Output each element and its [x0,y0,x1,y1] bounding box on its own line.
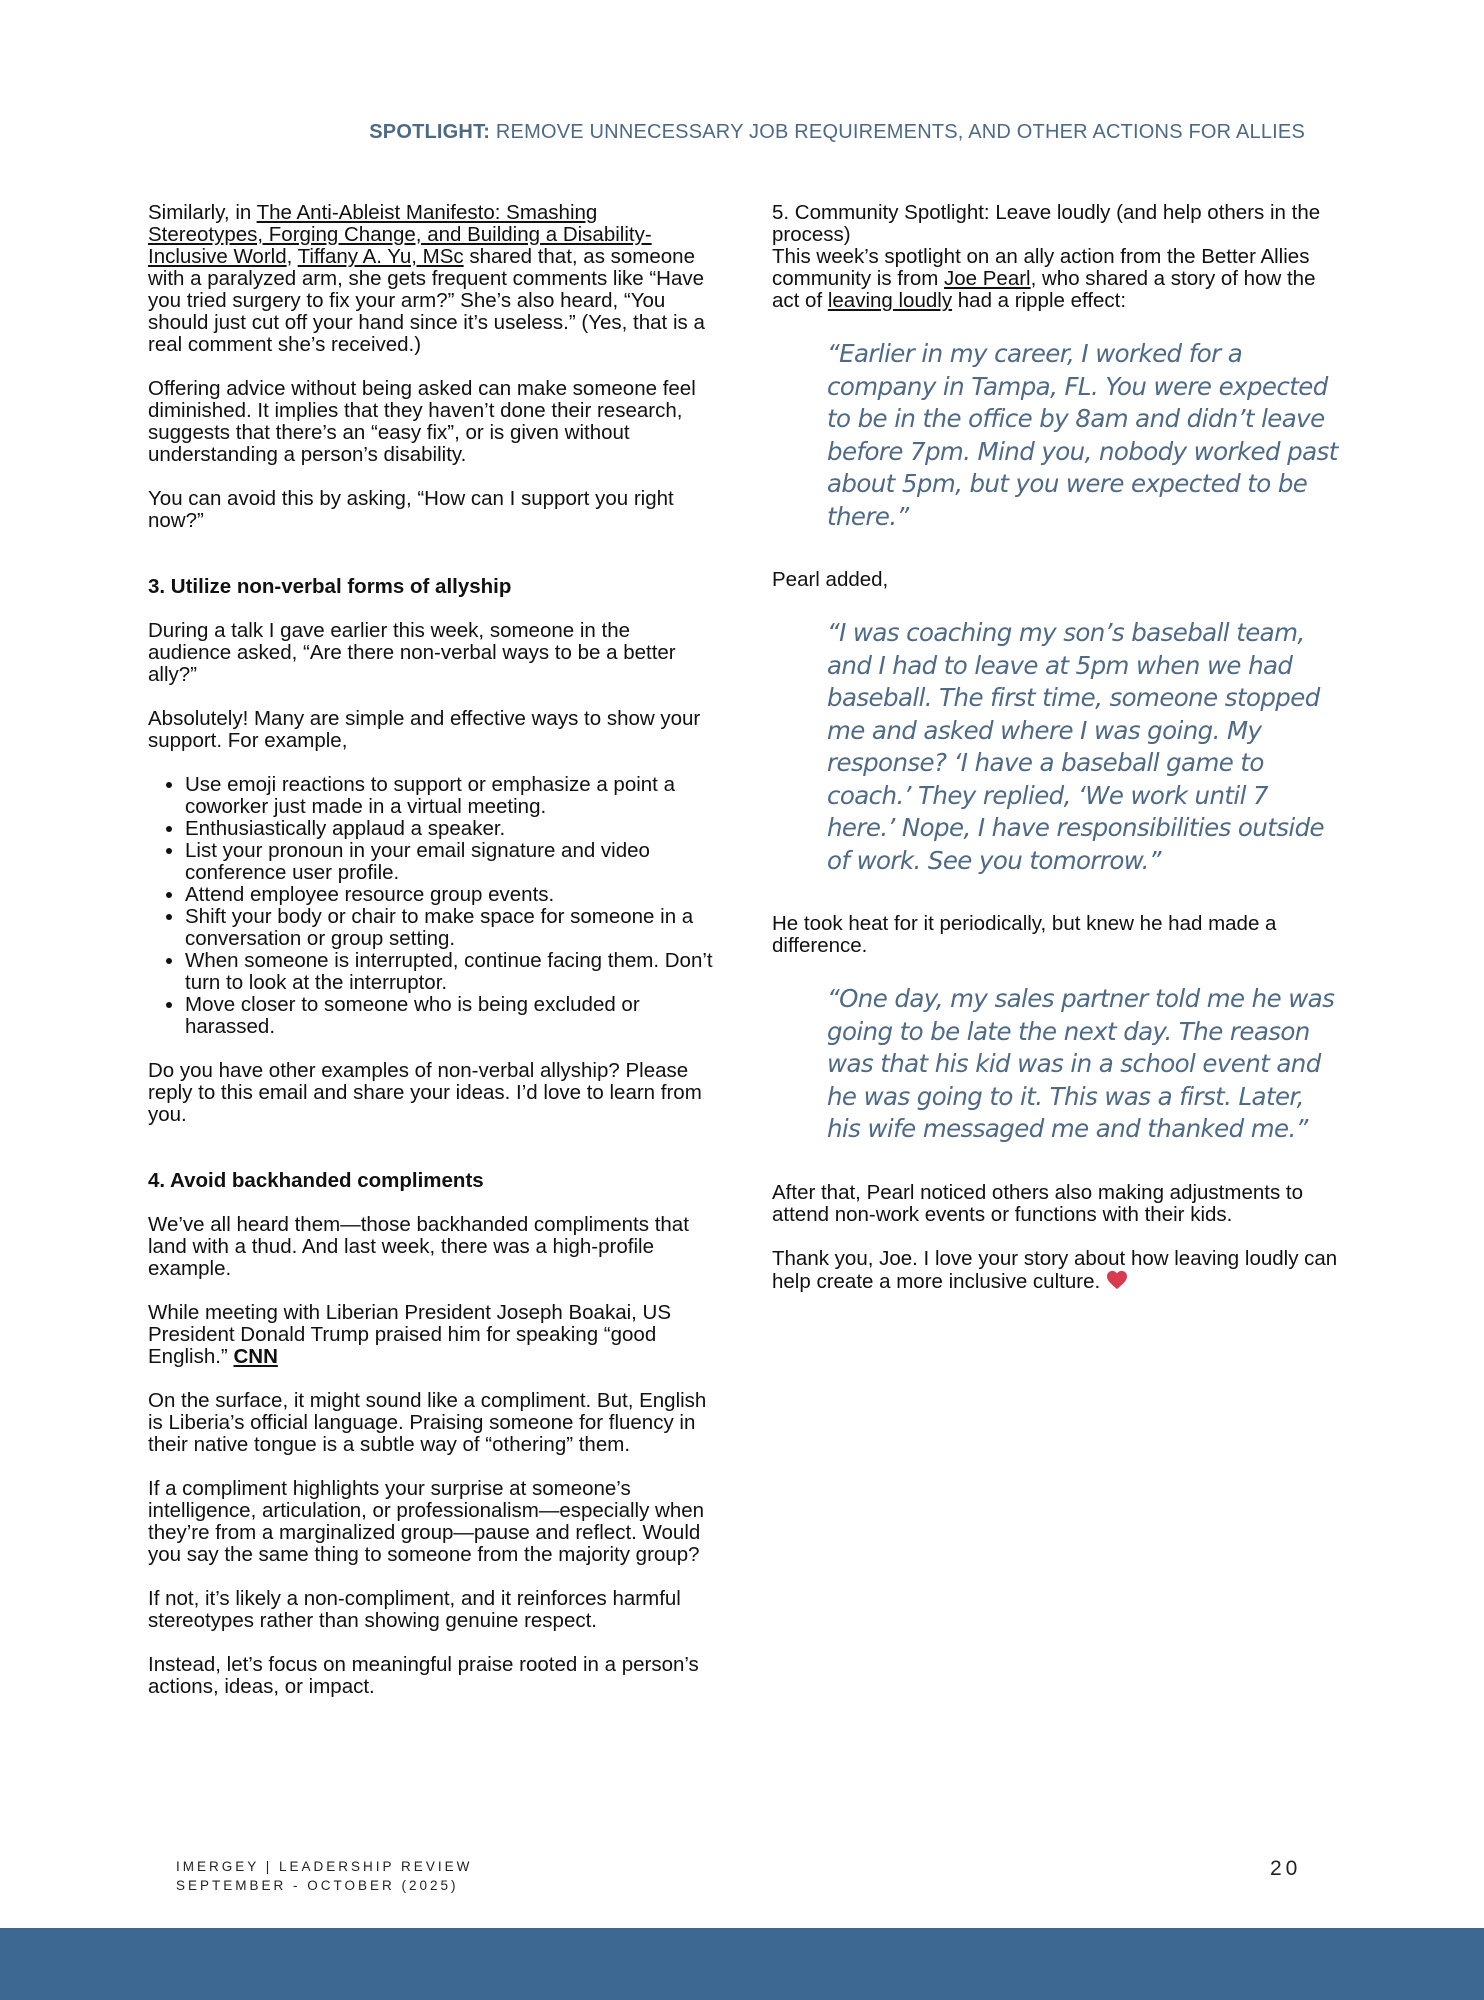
paragraph [772,246,1340,312]
cnn-link[interactable]: CNN [233,1345,278,1368]
footer-bar [0,1928,1484,2000]
book-link[interactable]: The Anti-Ableist Manifesto: Smashing Stereotypes, Forging Change, and Building a Disability-Inclusive World [148,201,652,268]
paragraph: You can avoid this by asking, “How can I support you right now?” [148,487,674,532]
paragraph [148,202,718,356]
header-title: REMOVE UNNECESSARY JOB REQUIREMENTS, AND OTHER ACTIONS FOR ALLIES [490,121,1305,143]
footer-line-1: IMERGEY | LEADERSHIP REVIEW [176,1859,473,1874]
paragraph: Pearl added, [772,568,889,591]
blockquote: “One day, my sales partner told me he was going to be late the next day. The reason was that his kid was in a school event and he was going to it. This was a first. Later, his wife messaged me and thanked me.” [827,984,1335,1143]
paragraph [148,1302,718,1368]
paragraph: On the surface, it might sound like a compliment. But, English is Liberia’s official language. Praising someone for fluency in their native tongue is a subtle way of “othering” them. [148,1389,707,1456]
text: While meeting with Liberian President Joseph Boakai, US President Donald Trump praised him for speaking “good English.” [148,1301,672,1368]
joe-pearl-link[interactable]: Joe Pearl [944,267,1031,290]
list-item: • Shift your body or chair to make space for someone in a conversation or group setting. [185,906,718,950]
right-column [772,202,1340,1315]
text: , [286,245,298,268]
paragraph: During a talk I gave earlier this week, someone in the audience asked, “Are there non-verbal ways to be a better ally?” [148,619,676,686]
paragraph: He took heat for it periodically, but knew he had made a difference. [772,912,1277,957]
list-item: • Enthusiastically applaud a speaker. [185,818,718,840]
blockquote: “Earlier in my career, I worked for a company in Tampa, FL. You were expected to be in the office by 8am and didn’t leave before 7pm. Mind you, nobody worked past about 5pm, but you were expected to be there.” [827,339,1338,531]
list-item: • Attend employee resource group events. [185,884,718,906]
left-column [148,202,718,1720]
heart-icon [1106,1270,1128,1290]
footer-publication [176,1857,472,1895]
page-header [150,121,1305,144]
footer-line-2: SEPTEMBER - OCTOBER (2025) [176,1878,459,1893]
list-item: • When someone is interrupted, continue facing them. Don’t turn to look at the interruptor. [185,950,718,994]
text: Similarly, in [148,201,257,224]
text: had a ripple effect: [952,289,1127,312]
author-link[interactable]: Tiffany A. Yu, MSc [297,245,464,268]
text: , who shared a story of how the act of [772,267,1316,312]
text: shared that, as someone with a paralyzed arm, she gets frequent comments like “Have you tried surgery to fix your arm?” She’s also heard, “You should just cut off your hand since it’s useless.” (Yes, that is a real comment she’s received.) [148,245,705,356]
bullet-list [148,774,718,1038]
page-number: 20 [1270,1857,1302,1880]
list-item: • Use emoji reactions to support or emphasize a point a coworker just made in a virtual meeting. [185,774,718,818]
paragraph: Instead, let’s focus on meaningful praise rooted in a person’s actions, ideas, or impact. [148,1653,699,1698]
paragraph: If not, it’s likely a non-compliment, and it reinforces harmful stereotypes rather than showing genuine respect. [148,1587,681,1632]
blockquote: “I was coaching my son’s baseball team, and I had to leave at 5pm when we had baseball. The first time, someone stopped me and asked where I was going. My response? ‘I have a baseball game to coach.’ They replied, ‘We work until 7 here.’ Nope, I have responsibilities outside of work. See you tomorrow.” [827,618,1325,875]
paragraph: After that, Pearl noticed others also making adjustments to attend non-work events or functions with their kids. [772,1180,1303,1226]
paragraph: We’ve all heard them—those backhanded compliments that land with a thud. And last week, there was a high-profile example. [148,1213,689,1280]
paragraph: Do you have other examples of non-verbal allyship? Please reply to this email and share your ideas. I’d love to learn from you. [148,1059,702,1126]
text: This week’s spotlight on an ally action from the Better Allies community is from [772,245,1310,290]
paragraph [772,1248,1340,1293]
section-heading: 5. Community Spotlight: Leave loudly (and help others in the process) [772,201,1321,246]
paragraph: If a compliment highlights your surprise at someone’s intelligence, articulation, or professionalism—especially when they’re from a marginalized group—pause and reflect. Would you say the same thing to someone from the majority group? [148,1477,705,1566]
paragraph: Offering advice without being asked can make someone feel diminished. It implies that they haven’t done their research, suggests that there’s an “easy fix”, or is given without understanding a person’s disability. [148,377,696,466]
text: Thank you, Joe. I love your story about how leaving loudly can help create a more inclusive culture. [772,1246,1338,1293]
paragraph: Absolutely! Many are simple and effective ways to show your support. For example, [148,707,701,752]
section-heading: 4. Avoid backhanded compliments [148,1169,484,1192]
list-item: • List your pronoun in your email signature and video conference user profile. [185,840,718,884]
list-item: • Move closer to someone who is being excluded or harassed. [185,994,718,1038]
section-heading: 3. Utilize non-verbal forms of allyship [148,575,512,598]
header-label: SPOTLIGHT: [369,121,491,143]
leaving-loudly-link[interactable]: leaving loudly [827,289,953,312]
